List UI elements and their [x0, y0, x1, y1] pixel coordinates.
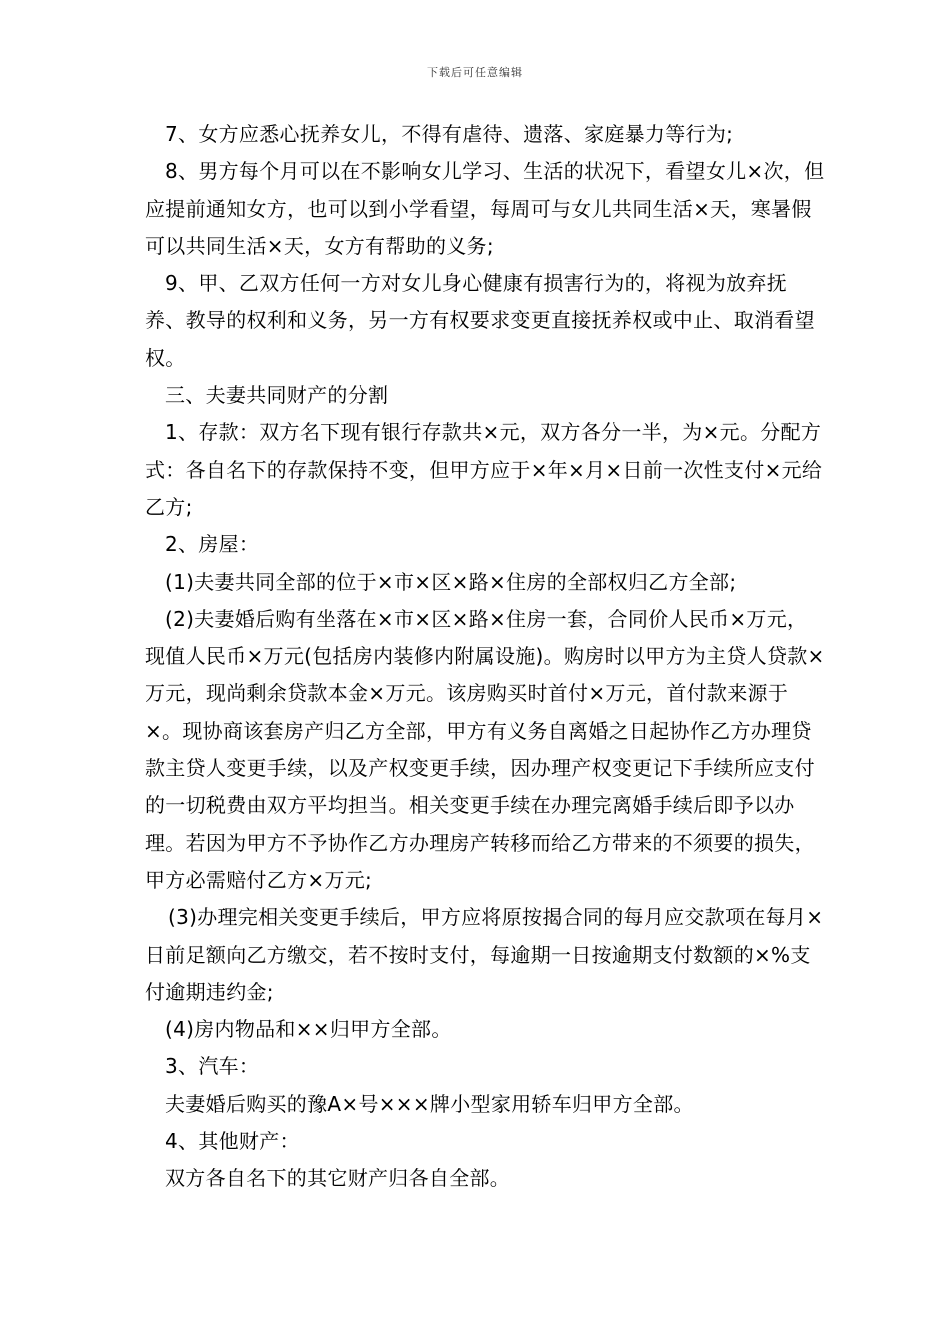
housing-sub-2: (2)夫妻婚后购有坐落在×市×区×路×住房一套，合同价人民币×万元，现值人民币×万元(包括房内装修内附属设施)。购房时以甲方为主贷人贷款×万元，现尚剩余贷款本金×万元。该房购买时首付×万元，首付款来源于×。现协商该套房产归乙方全部，甲方有义务自离婚之日起协作乙方办理贷款主贷人变更手续，以及产权变更手续，因办理产权变更记下手续所应支付的一切税费由双方平均担当。相关变更手续在办理完离婚手续后即予以办理。若因为甲方不予协作乙方办理房产转移而给乙方带来的不须要的损失，甲方必需赔付乙方×万元; — [145, 606, 825, 892]
item-housing-heading: 2、房屋： — [165, 532, 260, 557]
header-note: 下载后可任意编辑 — [427, 66, 523, 79]
clause-8: 8、男方每个月可以在不影响女儿学习、生活的状况下，看望女儿×次，但应提前通知女方，也可以到小学看望，每周可与女儿共同生活×天，寒暑假可以共同生活×天，女方有帮助的义务; — [145, 159, 825, 258]
section-heading-property-division: 三、夫妻共同财产的分割 — [165, 383, 389, 408]
other-property-detail: 双方各自名下的其它财产归各自全部。 — [165, 1166, 511, 1191]
clause-7: 7、女方应悉心抚养女儿，不得有虐待、遗落、家庭暴力等行为; — [165, 122, 734, 146]
housing-sub-1: (1)夫妻共同全部的位于×市×区×路×住房的全部权归乙方全部; — [165, 569, 737, 594]
item-deposits: 1、存款：双方名下现有银行存款共×元，双方各分一半，为×元。分配方式：各自名下的存款保持不变，但甲方应于×年×月×日前一次性支付×元给乙方; — [145, 420, 823, 519]
clause-9: 9、甲、乙双方任何一方对女儿身心健康有损害行为的，将视为放弃抚养、教导的权利和义务，另一方有权要求变更直接抚养权或中止、取消看望权。 — [145, 271, 815, 370]
item-car-heading: 3、汽车： — [165, 1054, 260, 1079]
housing-sub-4: (4)房内物品和××归甲方全部。 — [165, 1017, 452, 1042]
document-body — [145, 116, 825, 1198]
item-other-property-heading: 4、其他财产： — [165, 1129, 300, 1154]
housing-sub-3: (3)办理完相关变更手续后，甲方应将原按揭合同的每月应交款项在每月×日前足额向乙方缴交，若不按时支付，每逾期一日按逾期支付数额的×%支付逾期违约金; — [145, 905, 824, 1004]
car-detail: 夫妻婚后购买的豫A×号×××牌小型家用轿车归甲方全部。 — [165, 1091, 694, 1116]
